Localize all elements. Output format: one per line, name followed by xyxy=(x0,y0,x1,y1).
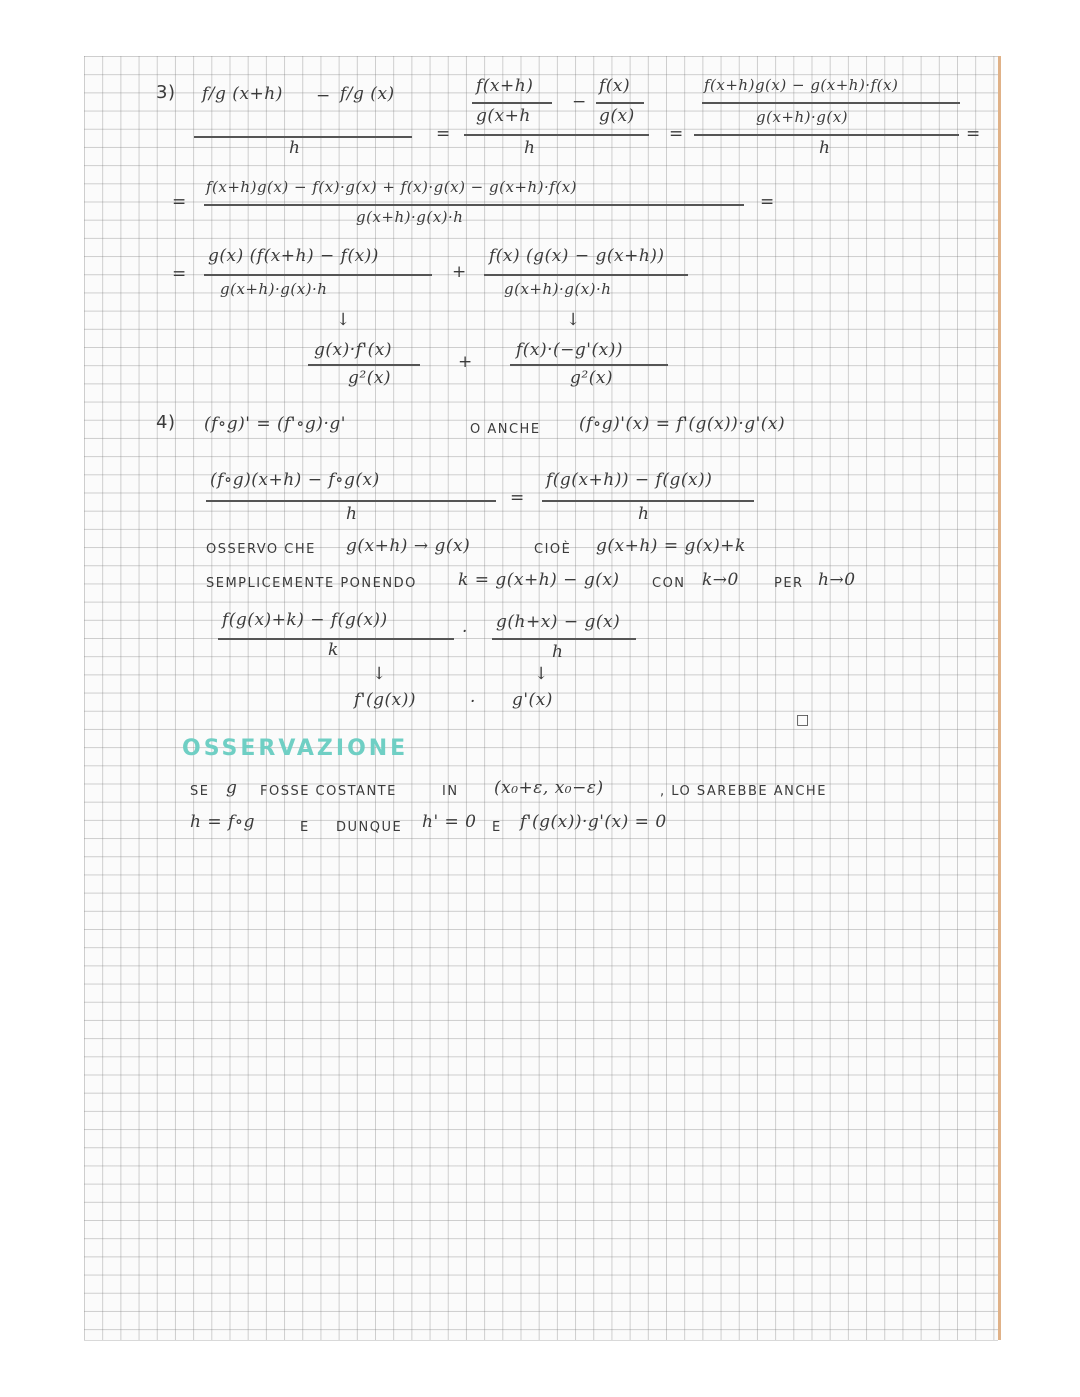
fosse-costante-text: FOSSE COSTANTE xyxy=(260,784,397,799)
lo-sarebbe-text: , LO SAREBBE ANCHE xyxy=(660,784,827,799)
dunque-text: DUNQUE xyxy=(336,820,403,835)
equals-sign: = xyxy=(510,488,525,508)
product-denominator-b: h xyxy=(552,642,564,662)
h-prime-zero: h' = 0 xyxy=(422,812,477,832)
h-limit: h→0 xyxy=(818,570,856,590)
limit-denominator-b: g²(x) xyxy=(570,368,614,388)
line3-numerator-b: f(x) (g(x) − g(x+h)) xyxy=(489,246,665,266)
quotient-denominator-a: h xyxy=(346,504,358,524)
fraction-bar xyxy=(194,136,412,138)
fraction-bar xyxy=(542,500,754,502)
h-definition: h = f∘g xyxy=(190,812,256,832)
fraction-bar xyxy=(472,102,552,104)
fraction-bar xyxy=(308,364,420,366)
mid-numerator-a: f(x+h) xyxy=(476,76,534,96)
notebook-page xyxy=(84,56,998,1340)
quotient-numerator-a: (f∘g)(x+h) − f∘g(x) xyxy=(210,470,380,490)
con-text: CON xyxy=(652,576,686,591)
chain-rule-alt: (f∘g)'(x) = f'(g(x))·g'(x) xyxy=(579,414,786,434)
fraction-bar xyxy=(204,204,744,206)
limit-denominator-a: g²(x) xyxy=(348,368,392,388)
o-anche-text: O ANCHE xyxy=(470,422,541,437)
rhs-numerator: f(x+h)g(x) − g(x+h)·f(x) xyxy=(704,76,899,94)
mid-denominator-a: g(x+h xyxy=(476,106,531,126)
osservo-text: OSSERVO CHE xyxy=(206,542,316,557)
quotient-numerator-b: f(g(x+h)) − f(g(x)) xyxy=(546,470,713,490)
lhs-term-b: f/g (x) xyxy=(340,84,395,104)
rhs-middle: g(x+h)·g(x) xyxy=(756,108,849,126)
product-numerator-a: f(g(x)+k) − f(g(x)) xyxy=(222,610,388,630)
result-a: f'(g(x)) xyxy=(354,690,416,710)
equals-sign: = xyxy=(760,192,775,212)
line2-numerator: f(x+h)g(x) − f(x)·g(x) + f(x)·g(x) − g(x+h)·f(x) xyxy=(206,178,577,196)
lhs-denominator: h xyxy=(289,138,301,158)
k-expression: k = g(x+h) − g(x) xyxy=(458,570,620,590)
section-3-label: 3) xyxy=(156,82,176,103)
down-arrow-icon: ↓ xyxy=(534,664,549,684)
equals-sign: = xyxy=(966,124,981,144)
fraction-bar xyxy=(596,102,644,104)
quotient-denominator-b: h xyxy=(638,504,650,524)
lhs-minus: − xyxy=(316,86,331,106)
mid-denominator-b: g(x) xyxy=(599,106,635,126)
fraction-bar xyxy=(510,364,668,366)
rhs-denominator: h xyxy=(819,138,831,158)
g-symbol: g xyxy=(226,778,238,798)
qed-square-icon: □ xyxy=(796,712,810,728)
line3-denominator-a: g(x+h)·g(x)·h xyxy=(220,280,328,298)
chain-rule: (f∘g)' = (f'∘g)·g' xyxy=(204,414,346,434)
e-text: E xyxy=(492,820,502,835)
limit-numerator-a: g(x)·f'(x) xyxy=(314,340,392,360)
limit-expression: g(x+h) → g(x) xyxy=(346,536,471,556)
line2-denominator: g(x+h)·g(x)·h xyxy=(356,208,464,226)
mid-numerator-b: f(x) xyxy=(599,76,631,96)
dot-sign: · xyxy=(470,692,476,712)
product-denominator-a: k xyxy=(328,640,339,660)
k-definition: g(x+h) = g(x)+k xyxy=(596,536,746,556)
semplicemente-text: SEMPLICEMENTE PONENDO xyxy=(206,576,417,591)
fraction-bar xyxy=(702,102,960,104)
k-limit: k→0 xyxy=(702,570,739,590)
interval-expression: (x₀+ε, x₀−ε) xyxy=(494,778,604,798)
product-numerator-b: g(h+x) − g(x) xyxy=(496,612,621,632)
down-arrow-icon: ↓ xyxy=(372,664,387,684)
fraction-bar xyxy=(694,134,959,136)
se-text: SE xyxy=(190,784,210,799)
lhs-term-a: f/g (x+h) xyxy=(202,84,283,104)
limit-numerator-b: f(x)·(−g'(x)) xyxy=(516,340,623,360)
fraction-bar xyxy=(492,638,636,640)
cioe-text: CIOÈ xyxy=(534,542,572,557)
observation-title: OSSERVAZIONE xyxy=(182,736,409,761)
equals-sign: = xyxy=(436,124,451,144)
final-expression: f'(g(x))·g'(x) = 0 xyxy=(520,812,667,832)
mid-minus: − xyxy=(572,92,587,112)
plus-sign: + xyxy=(452,262,467,282)
section-4-label: 4) xyxy=(156,412,176,433)
line3-numerator-a: g(x) (f(x+h) − f(x)) xyxy=(208,246,379,266)
equals-sign: = xyxy=(669,124,684,144)
equals-sign: = xyxy=(172,264,187,284)
equals-sign: = xyxy=(172,192,187,212)
down-arrow-icon: ↓ xyxy=(566,310,581,330)
mid-denominator: h xyxy=(524,138,536,158)
fraction-bar xyxy=(484,274,688,276)
plus-sign: + xyxy=(458,352,473,372)
per-text: PER xyxy=(774,576,804,591)
result-b: g'(x) xyxy=(512,690,553,710)
dot-sign: · xyxy=(462,622,468,642)
e-text: E xyxy=(300,820,310,835)
fraction-bar xyxy=(204,274,432,276)
fraction-bar xyxy=(206,500,496,502)
line3-denominator-b: g(x+h)·g(x)·h xyxy=(504,280,612,298)
in-text: IN xyxy=(442,784,459,799)
fraction-bar xyxy=(464,134,649,136)
down-arrow-icon: ↓ xyxy=(336,310,351,330)
